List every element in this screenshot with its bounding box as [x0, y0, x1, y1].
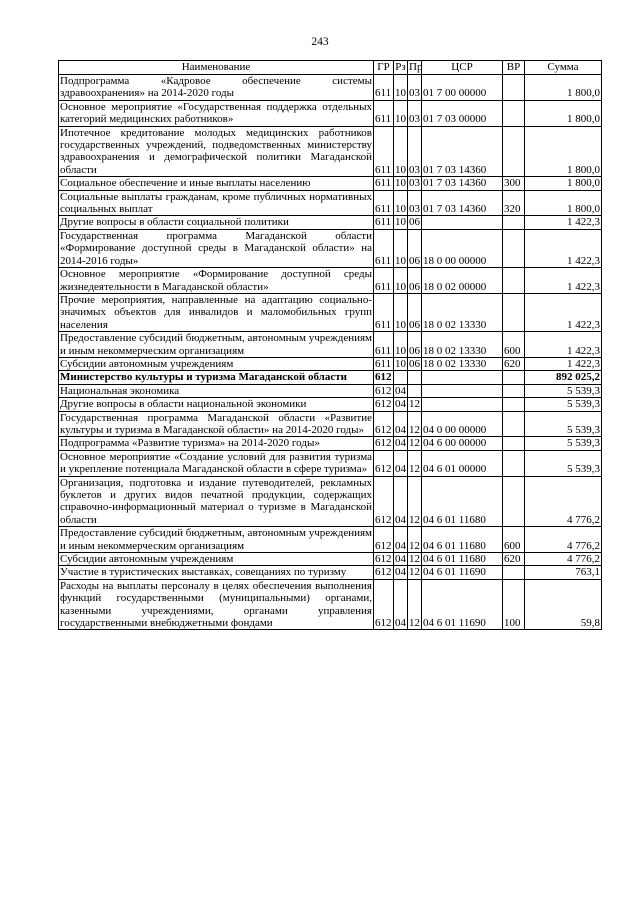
- table-header-row: [59, 61, 602, 75]
- cell-vr: [503, 126, 525, 177]
- cell-vr: [503, 229, 525, 267]
- cell-vr: 620: [503, 357, 525, 370]
- cell-name: Ипотечное кредитование молодых медицинских работников государственных учреждений, подведомственных министерству здравоохранения и демографической политики Магаданской области: [60, 126, 372, 176]
- cell-pr: 12: [408, 450, 422, 476]
- cell-vr: [503, 268, 525, 294]
- cell-vr: [503, 566, 525, 579]
- header-sum: Сумма: [525, 61, 602, 75]
- cell-vr: 600: [503, 332, 525, 358]
- page-number: 243: [311, 36, 329, 48]
- cell-csr: 18 0 02 00000: [422, 268, 503, 294]
- cell-name: Другие вопросы в области национальной экономики: [59, 398, 374, 411]
- table-row: [59, 293, 602, 331]
- cell-csr: 04 6 00 00000: [422, 437, 503, 450]
- cell-name: Подпрограмма «Развитие туризма» на 2014-2020 годы»: [59, 437, 374, 450]
- cell-vr: [503, 450, 525, 476]
- cell-csr: [422, 398, 503, 411]
- cell-vr: [503, 437, 525, 450]
- cell-rz: 10: [394, 190, 408, 216]
- cell-sum: 763,1: [525, 566, 602, 579]
- cell-vr: [503, 216, 525, 229]
- cell-csr: 01 7 03 14360: [422, 126, 503, 177]
- cell-gr: 612: [375, 384, 392, 397]
- cell-pr: 12: [409, 566, 420, 579]
- table-row: [59, 411, 602, 437]
- cell-csr: 04 0 00 00000: [422, 411, 503, 437]
- cell-sum: 1 422,3: [525, 293, 602, 331]
- cell-sum: 5 539,3: [525, 437, 602, 450]
- cell-vr: [503, 293, 525, 331]
- cell-pr: 06: [409, 216, 420, 229]
- cell-rz: 10: [395, 177, 406, 190]
- cell-csr: 04 6 01 11680: [422, 476, 503, 527]
- cell-gr: 611: [374, 177, 394, 190]
- cell-pr: 06: [408, 293, 422, 331]
- cell-rz: 10: [394, 332, 408, 358]
- cell-pr: 12: [408, 579, 422, 630]
- cell-name: Субсидии автономным учреждениям: [59, 553, 374, 566]
- cell-gr: 612: [375, 371, 392, 384]
- cell-rz: 04: [394, 579, 408, 630]
- cell-vr: 620: [503, 553, 525, 566]
- cell-pr: 06: [408, 229, 422, 267]
- cell-sum: 892 025,2: [525, 371, 602, 384]
- cell-rz: 10: [394, 293, 408, 331]
- cell-rz: 04: [394, 450, 408, 476]
- cell-vr: [503, 398, 525, 411]
- cell-rz: 04: [394, 527, 408, 553]
- cell-vr: 320: [503, 190, 525, 216]
- cell-vr: [503, 384, 525, 397]
- table-row: [59, 398, 602, 411]
- cell-name: Основное мероприятие «Создание условий для развития туризма и укрепление потенциала Магаданской области в сфере туризма»: [60, 450, 372, 476]
- cell-gr: 611: [374, 293, 394, 331]
- cell-sum: 1 422,3: [525, 268, 602, 294]
- cell-sum: 1 422,3: [525, 357, 602, 370]
- cell-sum: 4 776,2: [525, 553, 602, 566]
- cell-sum: 1 800,0: [525, 126, 602, 177]
- table-row: [59, 268, 602, 294]
- cell-name: Другие вопросы в области социальной политики: [59, 216, 374, 229]
- cell-csr: 01 7 03 14360: [422, 190, 503, 216]
- cell-gr: 611: [374, 75, 394, 101]
- cell-csr: 04 6 01 11680: [422, 553, 503, 566]
- cell-sum: 1 800,0: [525, 100, 602, 126]
- cell-vr: [503, 371, 525, 384]
- cell-rz: 10: [395, 216, 406, 229]
- cell-gr: 612: [374, 450, 394, 476]
- cell-csr: 01 7 00 00000: [422, 75, 503, 101]
- cell-sum: 1 800,0: [525, 75, 602, 101]
- table-row: [59, 553, 602, 566]
- cell-name: Предоставление субсидий бюджетным, автономным учреждениям и иным некоммерческим организациям: [60, 332, 372, 357]
- cell-pr: 12: [409, 398, 420, 411]
- cell-pr: 03: [408, 75, 422, 101]
- cell-rz: [394, 371, 408, 384]
- header-gr: ГР: [374, 61, 394, 75]
- cell-rz: 04: [394, 476, 408, 527]
- cell-pr: 12: [408, 411, 422, 437]
- cell-pr: 03: [408, 190, 422, 216]
- table-row: [59, 216, 602, 229]
- cell-name: Государственная программа Магаданской области «Развитие культуры и туризма в Магаданской области» на 2014-2020 годы»: [60, 411, 372, 436]
- cell-name: Организация, подготовка и издание путеводителей, рекламных буклетов и других видов печатной продукции, содержащих справочно-информационный материал о туризме в Магаданской области: [60, 476, 372, 526]
- cell-csr: 04 6 01 11680: [422, 527, 503, 553]
- header-name: Наименование: [59, 61, 374, 75]
- table-row: [59, 190, 602, 216]
- cell-rz: 10: [394, 75, 408, 101]
- table-row: [59, 126, 602, 177]
- cell-name: Участие в туристических выставках, совещаниях по туризму: [59, 566, 374, 579]
- cell-name: Предоставление субсидий бюджетным, автономным учреждениям и иным некоммерческим организациям: [60, 527, 372, 552]
- cell-sum: 1 422,3: [525, 332, 602, 358]
- budget-table: [58, 60, 602, 630]
- cell-vr: 600: [503, 527, 525, 553]
- cell-csr: 01 7 03 14360: [422, 177, 503, 190]
- cell-csr: 18 0 02 13330: [422, 293, 503, 331]
- cell-pr: 06: [408, 332, 422, 358]
- table-row: [59, 357, 602, 370]
- cell-vr: 300: [503, 177, 525, 190]
- cell-pr: 12: [408, 527, 422, 553]
- cell-rz: 10: [394, 126, 408, 177]
- table-row: [59, 476, 602, 527]
- cell-vr: [503, 100, 525, 126]
- cell-gr: 612: [374, 579, 394, 630]
- cell-rz: 10: [395, 357, 406, 370]
- cell-name: Субсидии автономным учреждениям: [59, 357, 374, 370]
- cell-vr: [503, 476, 525, 527]
- cell-gr: 611: [374, 229, 394, 267]
- cell-csr: 18 0 02 13330: [422, 332, 503, 358]
- cell-pr: 12: [408, 476, 422, 527]
- cell-gr: 611: [374, 100, 394, 126]
- table-row: [59, 579, 602, 630]
- cell-sum: 4 776,2: [525, 476, 602, 527]
- table-row: [59, 437, 602, 450]
- cell-rz: 10: [394, 100, 408, 126]
- cell-name: Социальные выплаты гражданам, кроме публичных нормативных социальных выплат: [60, 190, 372, 216]
- cell-sum: 1 800,0: [525, 190, 602, 216]
- cell-pr: 03: [408, 126, 422, 177]
- cell-pr: [408, 371, 422, 384]
- cell-gr: 612: [374, 411, 394, 437]
- cell-csr: 04 6 01 00000: [422, 450, 503, 476]
- cell-sum: 5 539,3: [525, 398, 602, 411]
- header-rz: Рз: [395, 61, 406, 74]
- cell-gr: 611: [374, 357, 394, 370]
- cell-vr: 100: [503, 579, 525, 630]
- table-row: [59, 371, 602, 384]
- table-row: [59, 450, 602, 476]
- cell-pr: [408, 384, 422, 397]
- table-row: [59, 566, 602, 579]
- cell-csr: 01 7 03 00000: [422, 100, 503, 126]
- cell-csr: 04 6 01 11690: [422, 579, 503, 630]
- cell-pr: 12: [409, 553, 420, 566]
- cell-csr: [422, 371, 503, 384]
- cell-sum: 5 539,3: [525, 411, 602, 437]
- cell-csr: [422, 384, 503, 397]
- table-row: [59, 100, 602, 126]
- cell-name: Расходы на выплаты персоналу в целях обеспечения выполнения функций государственными (муниципальными) органами, казенными учреждениями, органами управления государственными внебюджетными фондами: [60, 579, 372, 630]
- cell-gr: 611: [374, 332, 394, 358]
- cell-name: Министерство культуры и туризма Магаданской области: [59, 371, 374, 384]
- cell-sum: 1 800,0: [525, 177, 602, 190]
- header-vr: ВР: [503, 61, 525, 75]
- cell-rz: 04: [395, 398, 406, 411]
- cell-pr: 06: [408, 268, 422, 294]
- cell-pr: 06: [409, 357, 420, 370]
- cell-csr: 04 6 01 11690: [422, 566, 503, 579]
- cell-rz: 10: [394, 229, 408, 267]
- cell-sum: 4 776,2: [525, 527, 602, 553]
- cell-gr: 612: [375, 553, 392, 566]
- cell-gr: 612: [375, 398, 392, 411]
- cell-csr: 18 0 00 00000: [422, 229, 503, 267]
- cell-name: Подпрограмма «Кадровое обеспечение системы здравоохранения» на 2014-2020 годы: [60, 75, 372, 100]
- header-pr: Пр: [409, 61, 423, 74]
- cell-pr: 03: [409, 177, 420, 190]
- table-row: [59, 177, 602, 190]
- cell-rz: 04: [395, 437, 406, 450]
- table-row: [59, 384, 602, 397]
- cell-sum: 59,8: [525, 579, 602, 630]
- cell-gr: 611: [374, 190, 394, 216]
- table-row: [59, 75, 602, 101]
- cell-vr: [503, 75, 525, 101]
- cell-sum: 5 539,3: [525, 384, 602, 397]
- cell-vr: [503, 411, 525, 437]
- cell-rz: 10: [394, 268, 408, 294]
- cell-rz: 04: [395, 566, 406, 579]
- cell-name: Прочие мероприятия, направленные на адаптацию социально-значимых объектов для инвалидов и маломобильных групп населения: [60, 293, 372, 331]
- cell-name: Социальное обеспечение и иные выплаты населению: [59, 177, 374, 190]
- cell-gr: 612: [375, 437, 392, 450]
- cell-sum: 1 422,3: [525, 229, 602, 267]
- cell-rz: 04: [395, 384, 406, 397]
- header-csr: ЦСР: [422, 61, 503, 75]
- cell-gr: 612: [374, 527, 394, 553]
- cell-gr: 611: [374, 216, 394, 229]
- cell-name: Основное мероприятие «Государственная поддержка отдельных категорий медицинских работников»: [60, 100, 372, 126]
- cell-gr: 611: [374, 126, 394, 177]
- cell-csr: 18 0 02 13330: [422, 357, 503, 370]
- cell-rz: 04: [394, 411, 408, 437]
- cell-pr: 12: [409, 437, 420, 450]
- cell-name: Основное мероприятие «Формирование доступной среды жизнедеятельности в Магаданской области»: [60, 268, 372, 293]
- cell-sum: 1 422,3: [525, 216, 602, 229]
- cell-gr: 611: [374, 268, 394, 294]
- table-body: [59, 75, 602, 630]
- table-row: [59, 332, 602, 358]
- cell-gr: 612: [375, 566, 392, 579]
- cell-name: Государственная программа Магаданской области «Формирование доступной среды в Магаданской области» на 2014-2016 годы»: [60, 229, 372, 267]
- cell-rz: 04: [395, 553, 406, 566]
- table-row: [59, 527, 602, 553]
- cell-sum: 5 539,3: [525, 450, 602, 476]
- cell-csr: [422, 216, 503, 229]
- cell-gr: 612: [374, 476, 394, 527]
- table-row: [59, 229, 602, 267]
- cell-name: Национальная экономика: [59, 384, 374, 397]
- cell-pr: 03: [408, 100, 422, 126]
